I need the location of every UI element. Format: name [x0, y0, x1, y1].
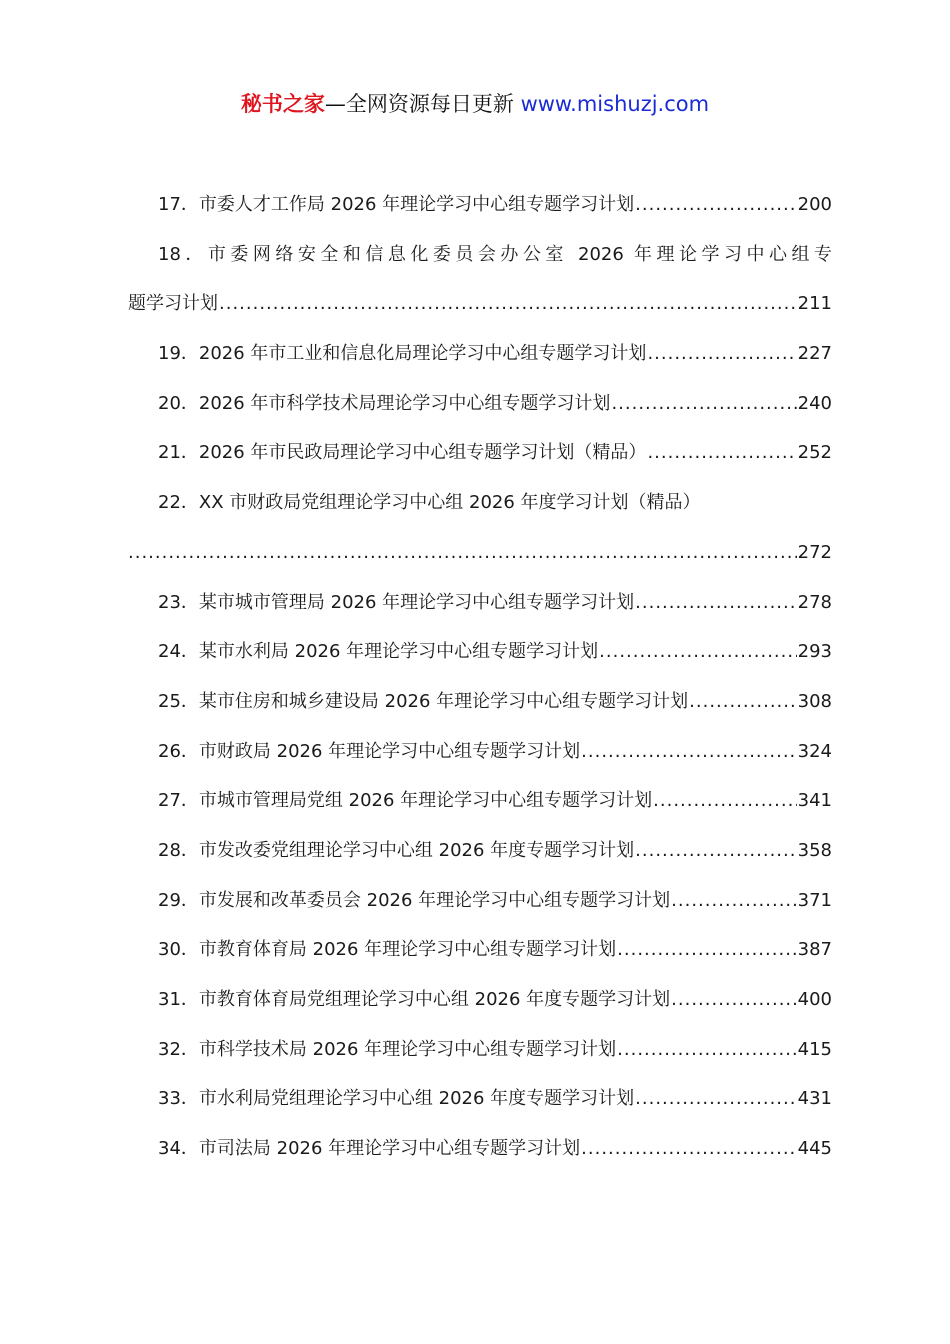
toc-entry-number: 30．	[158, 939, 199, 961]
toc-entry-31[interactable]	[128, 983, 832, 1033]
toc-entry-number: 24．	[158, 641, 199, 663]
toc-entry-title: 市教育体育局 2026 年理论学习中心组专题学习计划	[198, 939, 617, 961]
toc-page-number: 240	[797, 392, 832, 414]
toc-leader-dots	[647, 436, 796, 470]
toc-entry-24[interactable]	[128, 635, 832, 685]
toc-page-number: 358	[797, 839, 832, 861]
toc-leader-dots	[219, 287, 797, 321]
toc-entry-number: 32．	[158, 1038, 199, 1060]
toc-leader-dots	[647, 337, 796, 371]
toc-leader-dots	[617, 1033, 796, 1067]
toc-page-number: 293	[797, 641, 832, 663]
toc-entry-title: 市水利局党组理论学习中心组 2026 年度专题学习计划	[198, 1088, 635, 1110]
toc-entry-title: 2026 年市民政局理论学习中心组专题学习计划（精品）	[198, 442, 647, 464]
toc-entry-33[interactable]	[128, 1082, 832, 1132]
header-slogan: —全网资源每日更新	[324, 92, 521, 116]
toc-leader-dots	[671, 884, 796, 918]
toc-page-number: 324	[797, 740, 832, 762]
toc-entry-number: 22．	[158, 492, 199, 514]
toc-entry-20[interactable]	[128, 387, 832, 437]
toc-entry-18-line2[interactable]	[128, 287, 832, 337]
toc-page-number: 227	[797, 343, 832, 365]
toc-page-number: 371	[797, 889, 832, 911]
toc-entry-number: 27．	[158, 790, 199, 812]
toc-entry-title: 某市住房和城乡建设局 2026 年理论学习中心组专题学习计划	[198, 690, 689, 712]
toc-entry-29[interactable]	[128, 884, 832, 934]
toc-entry-title: 市科学技术局 2026 年理论学习中心组专题学习计划	[198, 1038, 617, 1060]
toc-entry-number: 21．	[158, 442, 199, 464]
toc-page-number: 387	[797, 939, 832, 961]
toc-page-number: 400	[797, 989, 832, 1010]
toc-entry-title-continued: 题学习计划	[128, 293, 218, 315]
toc-leader-dots	[581, 1132, 796, 1166]
toc-entry-number: 31．	[158, 989, 199, 1010]
toc-page-number: 278	[797, 591, 832, 613]
toc-page-number: 200	[797, 194, 832, 215]
toc-leader-dots	[611, 387, 796, 421]
toc-entry-19[interactable]	[128, 337, 832, 387]
toc-entry-number: 17．	[158, 194, 199, 215]
toc-page-number: 308	[797, 690, 832, 712]
toc-leader-dots	[671, 983, 796, 1017]
toc-entry-title: 某市城市管理局 2026 年理论学习中心组专题学习计划	[198, 591, 635, 613]
toc-leader-dots	[689, 685, 796, 719]
toc-entry-34[interactable]	[128, 1132, 832, 1182]
toc-entry-number: 33．	[158, 1088, 199, 1110]
toc-entry-title: 市发改委党组理论学习中心组 2026 年度专题学习计划	[198, 839, 635, 861]
toc-leader-dots	[581, 735, 796, 769]
toc-entry-title: 市财政局 2026 年理论学习中心组专题学习计划	[198, 740, 581, 762]
toc-entry-30[interactable]	[128, 933, 832, 983]
toc-entry-number: 19．	[158, 343, 199, 365]
toc-entry-23[interactable]	[128, 586, 832, 636]
toc-entry-title: 2026 年市工业和信息化局理论学习中心组专题学习计划	[198, 343, 647, 365]
toc-entry-title: 2026 年市科学技术局理论学习中心组专题学习计划	[198, 392, 611, 414]
toc-entry-25[interactable]	[128, 685, 832, 735]
toc-leader-dots	[599, 635, 796, 669]
toc-page-number: 341	[797, 790, 832, 812]
toc-leader-dots	[617, 933, 796, 967]
toc-leader-dots	[635, 1082, 796, 1116]
toc-entry-number: 29．	[158, 889, 199, 911]
toc-page-number: 445	[797, 1138, 832, 1160]
toc-entry-22-line1[interactable]	[128, 486, 832, 536]
toc-entry-title: 市城市管理局党组 2026 年理论学习中心组专题学习计划	[198, 790, 653, 812]
toc-page-number: 415	[797, 1038, 832, 1060]
brand-name: 秘书之家	[240, 92, 325, 116]
toc-entry-28[interactable]	[128, 834, 832, 884]
toc-leader-dots	[635, 834, 796, 868]
toc-entry-number: 34．	[158, 1138, 199, 1160]
toc-entry-number: 25．	[158, 690, 199, 712]
toc-entry-title: 市教育体育局党组理论学习中心组 2026 年度专题学习计划	[198, 989, 671, 1010]
toc-entry-title: 市委网络安全和信息化委员会办公室 2026 年理论学习中心组专	[207, 243, 833, 265]
toc-entry-number: 23．	[158, 591, 199, 613]
toc-entry-number: 26．	[158, 740, 199, 762]
toc-entry-title: XX 市财政局党组理论学习中心组 2026 年度学习计划（精品）	[198, 492, 701, 514]
site-url-link[interactable]: www.mishuzj.com	[520, 92, 710, 116]
toc-leader-dots	[128, 536, 797, 570]
toc-entry-32[interactable]	[128, 1033, 832, 1083]
toc-entry-title: 市委人才工作局 2026 年理论学习中心组专题学习计划	[198, 194, 635, 215]
toc-entry-number: 20．	[158, 392, 199, 414]
toc-leader-dots	[653, 784, 796, 818]
toc-entry-title: 某市水利局 2026 年理论学习中心组专题学习计划	[198, 641, 599, 663]
toc-entry-title: 市发展和改革委员会 2026 年理论学习中心组专题学习计划	[198, 889, 671, 911]
toc-entry-22-line2[interactable]	[128, 536, 832, 586]
toc-page-number: 272	[797, 541, 832, 563]
page-header	[0, 88, 950, 120]
toc-leader-dots	[635, 586, 796, 620]
toc-entry-number: 28．	[158, 839, 199, 861]
toc-entry-26[interactable]	[128, 735, 832, 785]
toc-page-number: 431	[797, 1088, 832, 1110]
toc-leader-dots	[635, 188, 796, 222]
toc-entry-number: 18．	[158, 243, 208, 265]
toc-page-number: 211	[797, 293, 832, 315]
toc-page-number: 252	[797, 442, 832, 464]
toc-entry-21[interactable]	[128, 436, 832, 486]
toc-entry-18-line1[interactable]	[128, 238, 832, 288]
toc-entry-27[interactable]	[128, 784, 832, 834]
toc-entry-17[interactable]	[128, 188, 832, 238]
table-of-contents	[128, 188, 832, 1182]
toc-entry-title: 市司法局 2026 年理论学习中心组专题学习计划	[198, 1138, 581, 1160]
